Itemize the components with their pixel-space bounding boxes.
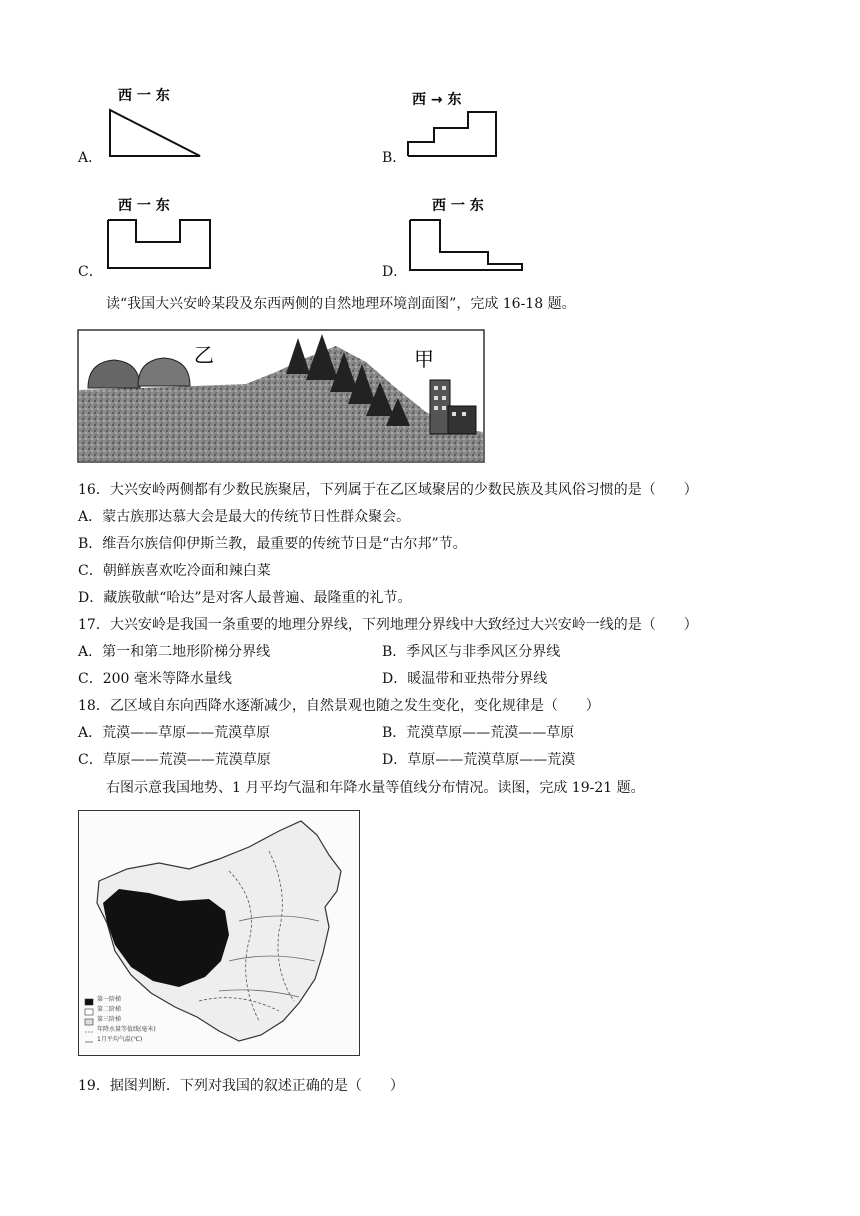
q18-option-a: A．荒漠——草原——荒漠草原 [78, 725, 271, 741]
option-c-letter: C． [78, 264, 103, 280]
option-b-letter: B． [382, 150, 407, 166]
option-a-direction-label: 西 一 东 [118, 88, 170, 104]
q17-stem: 17．大兴安岭是我国一条重要的地理分界线，下列地理分界线中大致经过大兴安岭一线的是（ ） [78, 617, 698, 633]
map-legend-second-step: 第二阶梯 [97, 1006, 122, 1013]
map-legend-third-step: 第三阶梯 [97, 1016, 122, 1023]
option-b-figure [402, 84, 512, 164]
option-a-letter: A． [78, 150, 103, 166]
region-jia-label: 甲 [414, 347, 434, 371]
option-c-figure [100, 190, 220, 274]
option-a-figure [100, 80, 210, 162]
option-d-direction-label: 西 一 东 [432, 198, 484, 214]
q18-option-c: C．草原——荒漠——荒漠草原 [78, 752, 271, 768]
q16-option-d: D．藏族敬献“哈达”是对客人最普遍、最隆重的礼节。 [78, 590, 412, 606]
q17-option-c: C．200 毫米等降水量线 [78, 671, 232, 687]
map-legend-temp-line: 1月平均气温(℃) [97, 1036, 143, 1043]
option-c-direction-label: 西 一 东 [118, 198, 170, 214]
option-d-figure [404, 190, 528, 276]
option-d-letter: D． [382, 264, 408, 280]
q18-option-b: B．荒漠草原——荒漠——草原 [382, 725, 575, 741]
q16-option-a: A．蒙古族那达慕大会是最大的传统节日性群众聚会。 [78, 509, 411, 525]
intro-16-18: 读“我国大兴安岭某段及东西两侧的自然地理环境剖面图”，完成 16-18 题。 [106, 296, 576, 312]
region-yi-label: 乙 [194, 343, 214, 367]
q16-stem: 16．大兴安岭两侧都有少数民族聚居，下列属于在乙区域聚居的少数民族及其风俗习惯的是（ ） [78, 482, 698, 498]
q17-option-d: D．暖温带和亚热带分界线 [382, 671, 548, 687]
china-map-figure [78, 810, 360, 1056]
intro-19-21: 右图示意我国地势、1 月平均气温和年降水量等值线分布情况。读图，完成 19-21 题。 [106, 780, 645, 796]
q17-option-a: A．第一和第二地形阶梯分界线 [78, 644, 271, 660]
q17-option-b: B．季风区与非季风区分界线 [382, 644, 561, 660]
q19-stem: 19．据图判断．下列对我国的叙述正确的是（ ） [78, 1078, 404, 1094]
q16-option-b: B．维吾尔族信仰伊斯兰教，最重要的传统节日是“古尔邦”节。 [78, 536, 467, 552]
profile-figure [76, 328, 486, 464]
option-b-direction-label: 西 → 东 [412, 92, 462, 108]
map-legend-first-step: 第一阶梯 [97, 996, 122, 1003]
q18-option-d: D．草原——荒漠草原——荒漠 [382, 752, 576, 768]
q18-stem: 18．乙区域自东向西降水逐渐减少，自然景观也随之发生变化，变化规律是（ ） [78, 698, 600, 714]
q16-option-c: C．朝鲜族喜欢吃冷面和辣白菜 [78, 563, 271, 579]
map-legend-precip-line: 年降水量等值线(毫米) [97, 1026, 156, 1033]
